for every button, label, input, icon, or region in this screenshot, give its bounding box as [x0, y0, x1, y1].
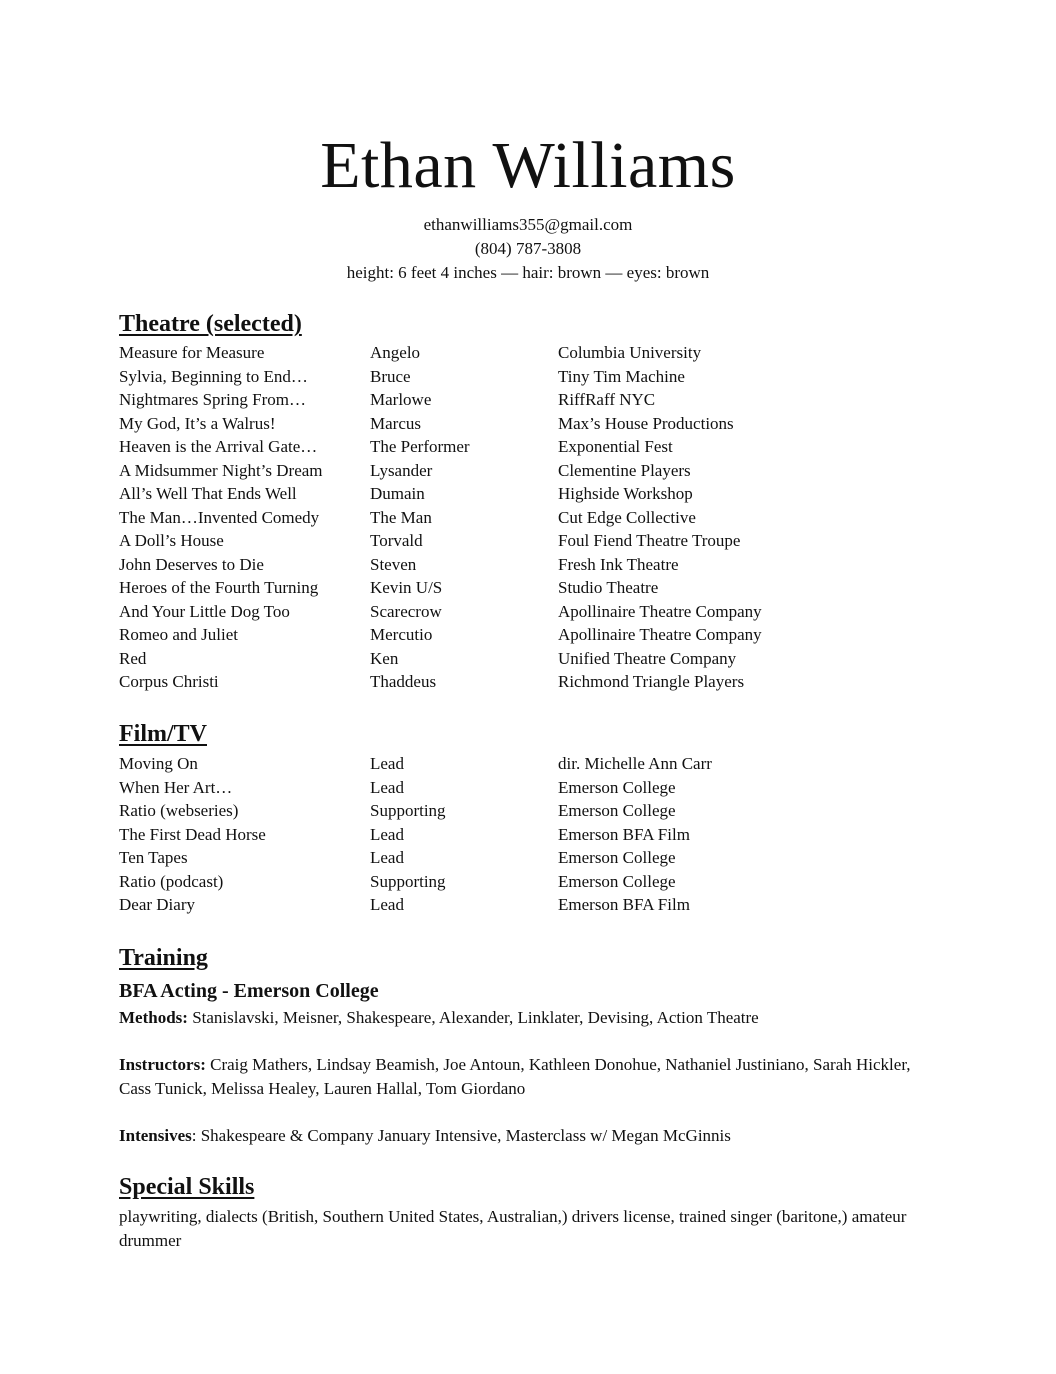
- credit-company: Apollinaire Theatre Company: [558, 625, 762, 644]
- table-row: [119, 870, 959, 894]
- phone-number: (804) 787-3808: [474, 239, 582, 258]
- credit-title: All’s Well That Ends Well: [119, 484, 297, 503]
- methods-text: Stanislavski, Meisner, Shakespeare, Alexander, Linklater, Devising, Action Theatre: [187, 1008, 759, 1027]
- physical-stats: height: 6 feet 4 inches — hair: brown — eyes: brown: [346, 263, 710, 282]
- special-skills-text: playwriting, dialects (British, Southern United States, Australian,) drivers license, trained singer (baritone,) amateur drummer: [119, 1207, 907, 1250]
- credit-company: Emerson College: [558, 848, 676, 867]
- credit-title: Nightmares Spring From…: [119, 390, 306, 409]
- credit-title: Red: [119, 648, 147, 668]
- film-tv-heading: Film/TV: [119, 721, 207, 747]
- credit-title: Heroes of the Fourth Turning: [119, 578, 319, 597]
- credit-role: Ken: [370, 648, 399, 668]
- intensives-text: : Shakespeare & Company January Intensive, Masterclass w/ Megan McGinnis: [191, 1126, 731, 1145]
- credit-title: The First Dead Horse: [119, 824, 266, 844]
- credit-company: Fresh Ink Theatre: [558, 554, 679, 574]
- credit-role: Lead: [370, 824, 404, 844]
- credit-company: RiffRaff NYC: [558, 390, 656, 409]
- table-row: [119, 846, 959, 870]
- table-row: [119, 823, 959, 847]
- credit-company: Unified Theatre Company: [558, 648, 737, 668]
- intensives-label: Intensives: [119, 1126, 192, 1145]
- methods-label: Methods:: [119, 1008, 188, 1027]
- credit-title: Sylvia, Beginning to End…: [119, 366, 308, 386]
- credit-title: Moving On: [119, 754, 198, 773]
- instructors-label: Instructors:: [119, 1055, 206, 1074]
- table-row: [119, 576, 959, 600]
- credit-role: Lead: [370, 895, 404, 914]
- credit-role: Lead: [370, 754, 404, 773]
- credit-company: Emerson BFA Film: [558, 895, 690, 914]
- credit-company: Emerson College: [558, 777, 676, 797]
- intensives-paragraph: [119, 1124, 919, 1148]
- credit-title: Ratio (podcast): [119, 871, 224, 891]
- credit-company: Max’s House Productions: [558, 413, 734, 433]
- table-row: [119, 893, 959, 917]
- email-address: ethanwilliams355@gmail.com: [423, 215, 633, 234]
- credit-title: Romeo and Juliet: [119, 625, 238, 644]
- instructors-paragraph: [119, 1053, 919, 1100]
- table-row: [119, 388, 959, 412]
- credit-title: Ten Tapes: [119, 848, 188, 867]
- credit-company: Emerson College: [558, 801, 676, 820]
- actor-name: Ethan Williams: [320, 129, 736, 202]
- credit-company: Apollinaire Theatre Company: [558, 601, 762, 621]
- credit-company: Emerson BFA Film: [558, 824, 690, 844]
- table-row: [119, 341, 959, 365]
- credit-company: Cut Edge Collective: [558, 507, 696, 527]
- theatre-credits: [119, 341, 959, 694]
- credit-title: Ratio (webseries): [119, 801, 239, 820]
- table-row: [119, 435, 959, 459]
- credit-role: Marlowe: [370, 390, 432, 409]
- credit-company: Studio Theatre: [558, 578, 659, 597]
- table-row: [119, 799, 959, 823]
- credit-company: Exponential Fest: [558, 437, 673, 456]
- table-row: [119, 670, 959, 694]
- training-heading: Training: [119, 945, 208, 971]
- credit-role: Mercutio: [370, 625, 433, 644]
- credit-title: The Man…Invented Comedy: [119, 507, 320, 527]
- credit-role: Lead: [370, 848, 404, 867]
- table-row: [119, 752, 959, 776]
- credit-role: Marcus: [370, 413, 421, 433]
- credit-title: My God, It’s a Walrus!: [119, 413, 276, 433]
- credit-role: Kevin U/S: [370, 578, 443, 597]
- instructors-text: Craig Mathers, Lindsay Beamish, Joe Antoun, Kathleen Donohue, Nathaniel Justiniano, Sarah Hickler, Cass Tunick, Melissa Healey, Lauren Hallal, Tom Giordano: [119, 1055, 911, 1098]
- table-row: [119, 529, 959, 553]
- credit-title: Heaven is the Arrival Gate…: [119, 437, 318, 456]
- credit-title: When Her Art…: [119, 777, 233, 797]
- degree-title: BFA Acting - Emerson College: [119, 980, 379, 1002]
- credit-company: Emerson College: [558, 871, 676, 891]
- credit-company: Foul Fiend Theatre Troupe: [558, 531, 741, 550]
- credit-title: Corpus Christi: [119, 672, 219, 691]
- credit-role: Lead: [370, 777, 404, 797]
- credit-role: Scarecrow: [370, 601, 442, 621]
- credit-title: Dear Diary: [119, 895, 195, 914]
- credit-company: Columbia University: [558, 343, 702, 362]
- table-row: [119, 776, 959, 800]
- table-row: [119, 482, 959, 506]
- credit-company: dir. Michelle Ann Carr: [558, 754, 712, 773]
- table-row: [119, 600, 959, 624]
- credit-role: Supporting: [370, 801, 446, 820]
- credit-role: The Man: [370, 507, 432, 527]
- credit-title: Measure for Measure: [119, 343, 265, 362]
- credit-role: Supporting: [370, 871, 446, 891]
- credit-role: Thaddeus: [370, 672, 437, 691]
- credit-company: Richmond Triangle Players: [558, 672, 745, 691]
- credit-title: John Deserves to Die: [119, 554, 264, 574]
- table-row: [119, 412, 959, 436]
- credit-role: Bruce: [370, 366, 411, 386]
- methods-paragraph: [119, 1006, 919, 1030]
- theatre-heading: Theatre (selected): [119, 311, 302, 337]
- table-row: [119, 459, 959, 483]
- table-row: [119, 553, 959, 577]
- credit-title: And Your Little Dog Too: [119, 601, 290, 621]
- table-row: [119, 506, 959, 530]
- credit-role: Dumain: [370, 484, 425, 503]
- table-row: [119, 365, 959, 389]
- film-tv-credits: [119, 752, 959, 917]
- credit-role: Steven: [370, 554, 417, 574]
- credit-role: Torvald: [370, 531, 423, 550]
- table-row: [119, 647, 959, 671]
- credit-title: A Midsummer Night’s Dream: [119, 460, 323, 480]
- credit-company: Clementine Players: [558, 460, 691, 480]
- credit-role: Angelo: [370, 343, 421, 362]
- credit-company: Highside Workshop: [558, 484, 693, 503]
- credit-role: The Performer: [370, 437, 470, 456]
- table-row: [119, 623, 959, 647]
- credit-title: A Doll’s House: [119, 531, 224, 550]
- special-skills-heading: Special Skills: [119, 1174, 255, 1200]
- credit-company: Tiny Tim Machine: [558, 366, 685, 386]
- credit-role: Lysander: [370, 460, 433, 480]
